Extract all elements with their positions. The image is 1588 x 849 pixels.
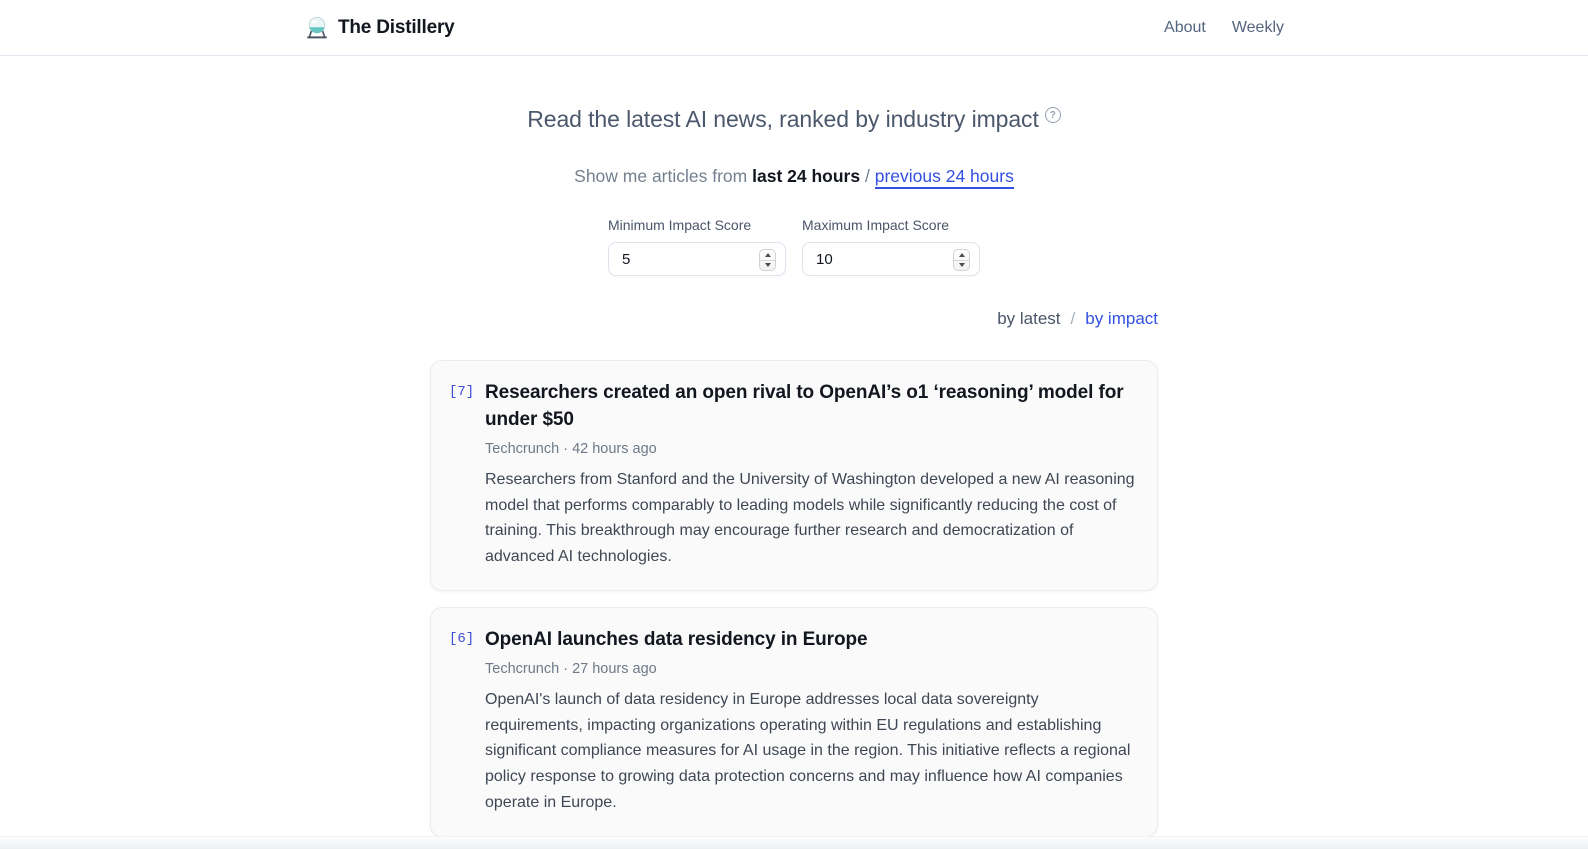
max-impact-label: Maximum Impact Score bbox=[802, 217, 950, 233]
sort-by-impact-link[interactable]: by impact bbox=[1085, 309, 1158, 328]
main-content bbox=[0, 106, 1588, 837]
page-title-text: Read the latest AI news, ranked by industry impact bbox=[527, 106, 1039, 132]
article-source: Techcrunch bbox=[485, 661, 560, 678]
stepper-up-icon[interactable] bbox=[954, 250, 969, 261]
article-summary: Researchers from Stanford and the University of Washington developed a new AI reasoning model that performs comparably to leading models while significantly reducing the cost of training. This breakthrough may encourage further research and democratization of advanced AI technologies. bbox=[485, 470, 1135, 565]
time-filter-current: last 24 hours bbox=[752, 166, 861, 186]
article-age: 27 hours ago bbox=[572, 661, 657, 678]
nav-item-weekly[interactable]: Weekly bbox=[1231, 18, 1284, 36]
article-card bbox=[430, 360, 1158, 591]
viewport-bottom-edge bbox=[0, 836, 1588, 849]
alembic-logo-icon bbox=[304, 15, 330, 41]
score-filters bbox=[608, 217, 980, 276]
max-impact-input[interactable] bbox=[803, 243, 933, 275]
max-impact-stepper[interactable] bbox=[953, 249, 970, 271]
article-list bbox=[430, 360, 1158, 837]
sort-separator: / bbox=[1070, 309, 1076, 328]
min-impact-stepper[interactable] bbox=[759, 249, 776, 271]
article-meta bbox=[485, 441, 1135, 457]
sort-toggle bbox=[430, 309, 1158, 329]
main-nav bbox=[1164, 19, 1284, 37]
max-impact-group bbox=[802, 217, 980, 276]
article-source: Techcrunch bbox=[485, 440, 560, 457]
meta-dot-separator: · bbox=[563, 440, 569, 457]
impact-score-badge: [7] bbox=[449, 384, 475, 400]
article-age: 42 hours ago bbox=[572, 440, 657, 457]
time-filter bbox=[0, 166, 1588, 187]
time-filter-prefix: Show me articles from bbox=[574, 166, 748, 186]
impact-score-badge: [6] bbox=[449, 631, 475, 648]
site-header bbox=[0, 0, 1588, 56]
previous-24-hours-link[interactable]: previous 24 hours bbox=[875, 166, 1014, 189]
stepper-down-icon[interactable] bbox=[954, 261, 969, 271]
nav-item-about[interactable]: About bbox=[1164, 18, 1206, 36]
min-impact-label: Minimum Impact Score bbox=[608, 217, 752, 233]
min-impact-input[interactable] bbox=[609, 243, 739, 275]
meta-dot-separator: · bbox=[563, 661, 569, 678]
article-card bbox=[430, 607, 1158, 837]
stepper-down-icon[interactable] bbox=[760, 261, 775, 271]
max-impact-field bbox=[802, 242, 980, 276]
time-filter-separator: / bbox=[864, 166, 870, 186]
article-title-link[interactable]: OpenAI launches data residency in Europe bbox=[485, 629, 868, 651]
question-mark-circle-icon[interactable]: ? bbox=[1045, 107, 1061, 123]
min-impact-field bbox=[608, 242, 786, 276]
article-meta bbox=[485, 661, 1135, 677]
stepper-up-icon[interactable] bbox=[760, 250, 775, 261]
min-impact-group bbox=[608, 217, 786, 276]
brand-name: The Distillery bbox=[338, 16, 455, 38]
sort-by-latest-link[interactable]: by latest bbox=[997, 309, 1061, 328]
hero bbox=[0, 106, 1588, 133]
article-summary: OpenAI's launch of data residency in Europe addresses local data sovereignty requirements, impacting organizations operating within EU regulations and establishing significant compliance measures for AI usage in the region. This initiative reflects a regional policy response to growing data protection concerns and may influence how AI companies operate in Europe. bbox=[485, 691, 1131, 811]
page-title bbox=[527, 106, 1061, 133]
brand-home-link[interactable] bbox=[304, 15, 455, 41]
article-title-link[interactable]: Researchers created an open rival to OpenAI’s o1 ‘reasoning’ model for under $50 bbox=[485, 382, 1124, 430]
